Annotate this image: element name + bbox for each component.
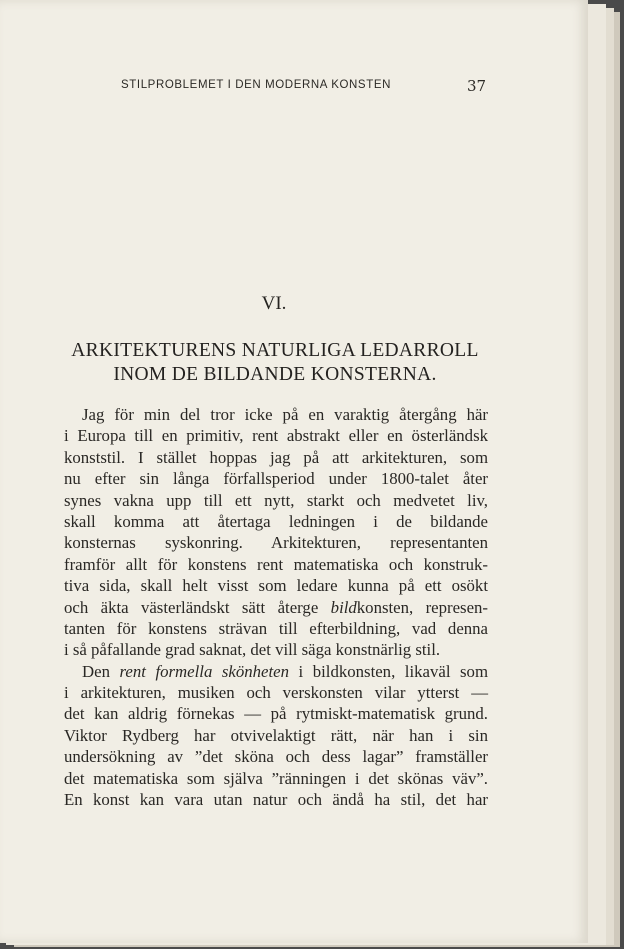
running-head [0, 77, 588, 97]
text-line: konststil. I stället hoppas jag på att arkitekturen, som [64, 447, 488, 467]
text-line: det matematiska som själva ”ränningen i det skönas väv”. [64, 768, 488, 788]
body-text [64, 404, 488, 810]
text-line: En konst kan vara utan natur och ändå ha stil, det har [64, 790, 488, 810]
text-line [64, 597, 488, 618]
text-segment: Den [82, 661, 120, 681]
text-line: i arkitekturen, musiken och verskonsten vilar ytterst — [64, 683, 488, 703]
text-line: i så påfallande grad saknat, det vill säga konstnärlig stil. [64, 640, 441, 660]
text-line: konsternas syskonring. Arkitekturen, representanten [64, 533, 488, 553]
italic-word: bild [330, 597, 357, 617]
text-line: i Europa till en primitiv, rent abstrakt eller en österländsk [64, 426, 488, 446]
text-line: tanten för konstens strävan till efterbildning, vad denna [64, 618, 488, 638]
chapter-title-line: INOM DE BILDANDE KONSTERNA. [113, 364, 437, 385]
text-line: tiva sida, skall helt visst som ledare kunna på ett osökt [64, 576, 488, 596]
chapter-title-line: ARKITEKTURENS NATURLIGA LEDARROLL [71, 340, 479, 361]
italic-phrase: rent formella skönheten [119, 661, 289, 681]
text-line: det kan aldrig förnekas — på rytmiskt-matematisk grund. [64, 704, 488, 724]
text-line: undersökning av ”det sköna och dess lagar” framställer [64, 747, 488, 767]
chapter-title [40, 339, 510, 387]
text-line: framför allt för konstens rent matematiska och konstruk- [64, 554, 488, 574]
page-number: 37 [467, 77, 487, 95]
text-segment: konsten, represen- [356, 597, 488, 617]
chapter-numeral: VI. [261, 293, 287, 314]
text-line [64, 661, 488, 682]
text-line: skall komma att återtaga ledningen i de bildande [64, 511, 488, 531]
text-line: Jag för min del tror icke på en varaktig återgång här [82, 405, 488, 424]
text-line: Viktor Rydberg har otvivelaktigt rätt, när han i sin [64, 725, 488, 745]
text-line: nu efter sin långa förfallsperiod under 1800-talet åter [64, 469, 488, 489]
text-segment: och äkta västerländskt sätt återge [64, 597, 331, 617]
running-head-title: STILPROBLEMET I DEN MODERNA KONSTEN [121, 79, 392, 91]
text-segment: i bildkonsten, likaväl som [289, 661, 488, 681]
text-line: synes vakna upp till ett nytt, starkt och medvetet liv, [64, 490, 488, 510]
